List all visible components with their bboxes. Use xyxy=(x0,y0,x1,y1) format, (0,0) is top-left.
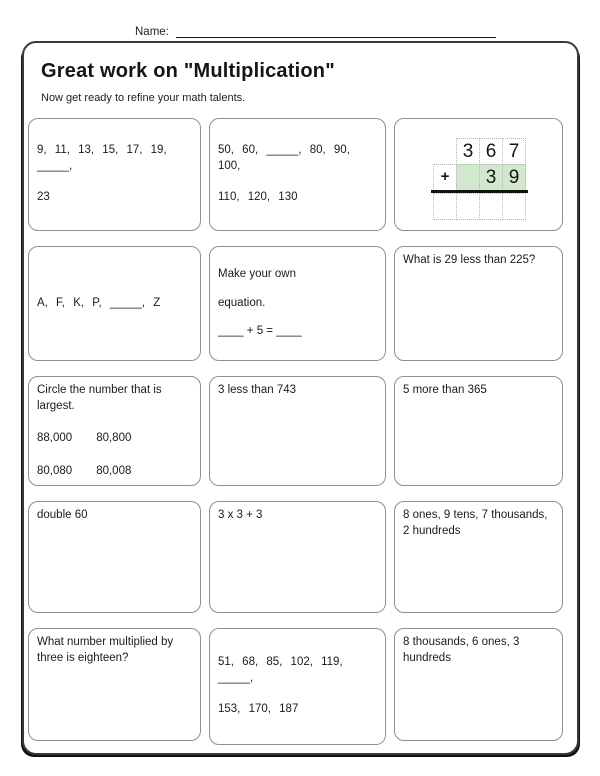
addition-grid xyxy=(433,138,528,219)
number-choice-row xyxy=(37,431,192,447)
equation-line: equation. xyxy=(218,296,266,309)
problem-sequence-odd xyxy=(28,118,201,231)
problem-place-value-2 xyxy=(394,628,563,741)
addition-digit-cell: 3 xyxy=(456,138,480,165)
sequence-line: 51, 68, 85, 102, 119, _____, xyxy=(218,656,343,684)
equation-line: Make your own xyxy=(218,268,296,281)
name-row xyxy=(135,24,496,38)
addition-digit-cell-highlighted: 3 xyxy=(479,164,503,191)
problem-circle-largest xyxy=(28,376,201,486)
equation-line: ____ + 5 = ____ xyxy=(218,325,302,338)
sequence-line: 50, 60, _____, 80, 90, 100, xyxy=(218,144,350,172)
problem-double-60 xyxy=(28,501,201,613)
addition-answer-row xyxy=(433,193,528,219)
worksheet-frame xyxy=(22,41,579,755)
sequence-line: 153, 170, 187 xyxy=(218,703,299,716)
problem-text: Circle the number that is largest. xyxy=(37,384,162,412)
addition-answer-cell xyxy=(479,193,503,220)
page-subtitle: Now get ready to refine your math talents. xyxy=(41,92,246,104)
problem-make-equation xyxy=(209,246,386,361)
addition-answer-cell xyxy=(502,193,526,220)
problems-grid xyxy=(28,118,563,745)
addition-digit-cell: 7 xyxy=(502,138,526,165)
number-choice: 80,080 xyxy=(37,464,73,477)
problem-5-more-than-365 xyxy=(394,376,563,486)
number-choice: 80,008 xyxy=(96,464,132,477)
name-underline xyxy=(176,24,496,38)
problem-text: 8 thousands, 6 ones, 3 hundreds xyxy=(403,636,520,664)
addition-answer-cell xyxy=(433,193,457,220)
problem-text: What is 29 less than 225? xyxy=(403,254,536,266)
problem-expression-3x3plus3 xyxy=(209,501,386,613)
addition-addend-row xyxy=(433,164,528,190)
problem-sequence-17 xyxy=(209,628,386,745)
addition-empty-cell xyxy=(433,138,457,165)
addition-answer-line xyxy=(431,190,528,193)
problem-place-value-1 xyxy=(394,501,563,613)
plus-operator: + xyxy=(433,164,457,191)
number-choice-row xyxy=(37,464,192,480)
problem-3-less-than-743 xyxy=(209,376,386,486)
problem-text: What number multiplied by three is eighteen? xyxy=(37,636,174,664)
page-title: Great work on "Multiplication" xyxy=(41,60,335,82)
addition-digit-cell-highlighted xyxy=(456,164,480,191)
problem-29-less-than-225 xyxy=(394,246,563,361)
problem-multiplied-by-three xyxy=(28,628,201,741)
problem-addition xyxy=(394,118,563,231)
sequence-line: A, F, K, P, _____, Z xyxy=(37,296,161,309)
problem-sequence-tens xyxy=(209,118,386,231)
problem-text: 3 less than 743 xyxy=(218,384,297,396)
problem-text: 3 x 3 + 3 xyxy=(218,509,263,521)
sequence-line: 110, 120, 130 xyxy=(218,191,298,204)
addition-digit-cell-highlighted: 9 xyxy=(502,164,526,191)
sequence-line: 23 xyxy=(37,191,50,204)
number-choice: 80,800 xyxy=(96,432,132,445)
addition-digit-cell: 6 xyxy=(479,138,503,165)
problem-text: double 60 xyxy=(37,509,88,521)
problem-text: 5 more than 365 xyxy=(403,384,487,396)
number-choice: 88,000 xyxy=(37,432,73,445)
name-label: Name: xyxy=(135,26,169,38)
addition-top-row xyxy=(433,138,528,164)
problem-text: 8 ones, 9 tens, 7 thousands, 2 hundreds xyxy=(403,509,548,537)
sequence-line: 9, 11, 13, 15, 17, 19, _____, xyxy=(37,144,167,172)
addition-answer-cell xyxy=(456,193,480,220)
problem-sequence-letters xyxy=(28,246,201,361)
